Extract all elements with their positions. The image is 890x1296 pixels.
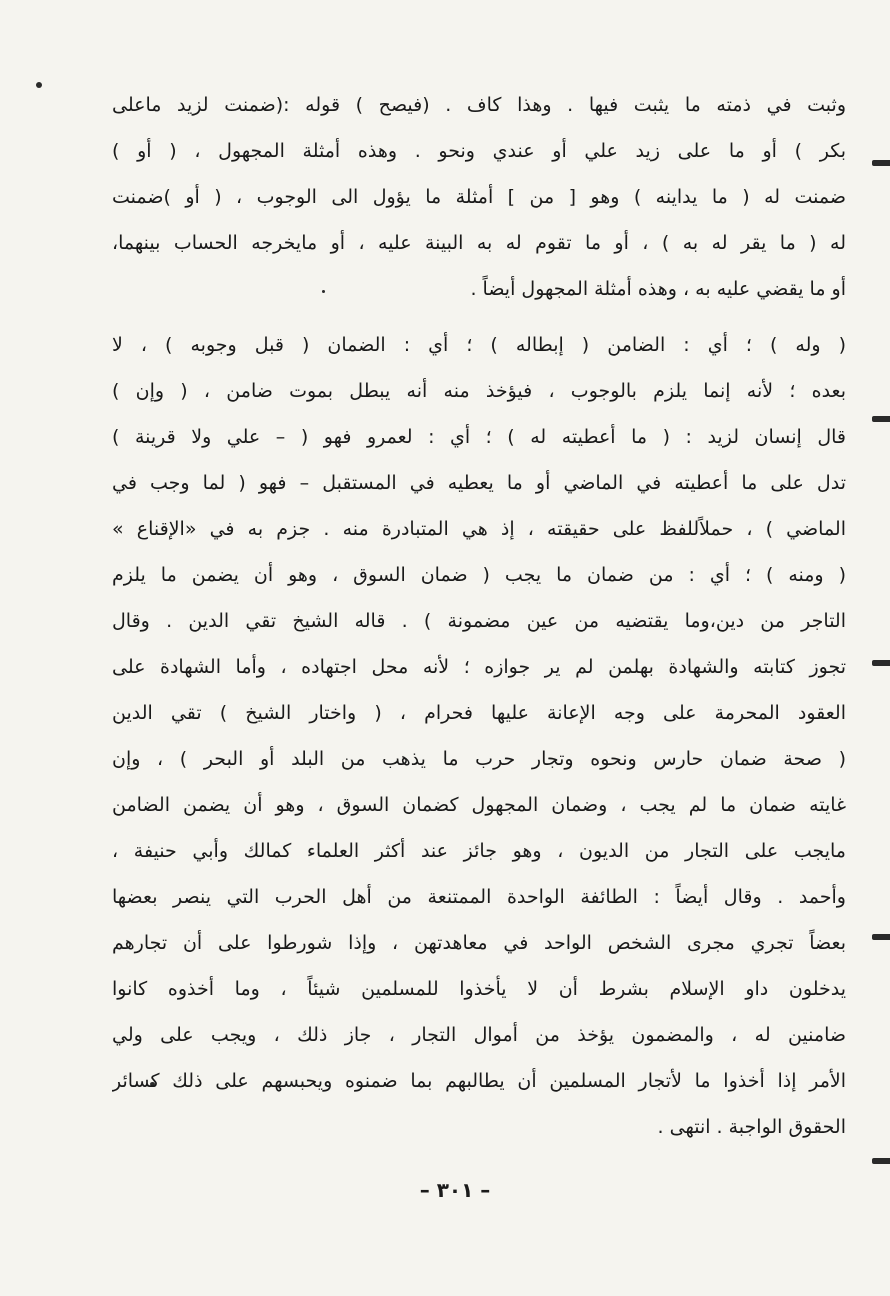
scan-edge-mark [872, 160, 890, 166]
text-line: ضمنت له ( ما يداينه ) وهو [ من ] أمثلة ما يؤول الى الوجوب ، ( أو )ضمنت [112, 186, 846, 208]
text-line: بعده ؛ لأنه إنما يلزم بالوجوب ، فيؤخذ منه أنه يبطل بموت ضامن ، ( وإن ) [112, 380, 846, 402]
text-line: تجوز كتابته والشهادة بهلمن لم ير جوازه ؛ لأنه محل اجتهاده ، وأما الشهادة على [112, 656, 846, 678]
text-line: مايجب على التجار من الديون ، وهو جائز عند أكثر العلماء كمالك وأبي حنيفة ، [112, 840, 846, 862]
text-line: يدخلون داو الإسلام بشرط أن لا يأخذوا للمسلمين شيئاً ، وما أخذوه كانوا [112, 978, 846, 1000]
text-line: الماضي ) ، حملاًللفظ على حقيقته ، إذ هي المتبادرة منه . جزم به في «الإقناع » [112, 518, 846, 540]
text-line: ( وله ) ؛ أي : الضامن ( إبطاله ) ؛ أي : الضمان ( قبل وجوبه ) ، لا [112, 334, 846, 356]
page-number: – ٣٠١ – [419, 1178, 491, 1202]
text-line: ضامنين له ، والمضمون يؤخذ من أموال التجار ، جاز ذلك ، ويجب على ولي [112, 1024, 846, 1046]
paragraph-2 [112, 322, 846, 1150]
paragraph-1 [112, 82, 846, 312]
text-line: له ( ما يقر له به ) ، أو ما تقوم له به البينة عليه ، أو مايخرجه الحساب بينهما، [112, 232, 846, 254]
text-line: العقود المحرمة على وجه الإعانة عليها فحرام ، ( واختار الشيخ ) تقي الدين [112, 702, 846, 724]
text-line: وأحمد . وقال أيضاً : الطائفة الواحدة الممتنعة من أهل الحرب التي ينصر بعضها [112, 886, 846, 908]
text-line: غايته ضمان ما لم يجب ، وضمان المجهول كضمان السوق ، وهو أن يضمن الضامن [112, 794, 846, 816]
scan-edge-mark [872, 934, 890, 940]
text-line: بعضاً تجري مجرى الشخص الواحد في معاهدتهن ، وإذا شورطوا على أن تجارهم [112, 932, 846, 954]
text-line: تدل على ما أعطيته في الماضي أو ما يعطيه في المستقبل – فهو ( لما وجب في [112, 472, 846, 494]
text-line: بكر ) أو ما على زيد علي أو عندي ونحو . وهذه أمثلة المجهول ، ( أو ) [112, 140, 846, 162]
text-line: وثبت في ذمته ما يثبت فيها . وهذا كاف . (فيصح ) قوله :(ضمنت لزيد ماعلى [112, 94, 846, 116]
text-line: ( ومنه ) ؛ أي : من ضمان ما يجب ( ضمان السوق ، وهو أن يضمن ما يلزم [112, 564, 846, 586]
scan-edge-mark [872, 660, 890, 666]
text-line: التاجر من دين،وما يقتضيه من عين مضمونة ) . قاله الشيخ تقي الدين . وقال [112, 610, 846, 632]
text-line: أو ما يقضي عليه به ، وهذه أمثلة المجهول أيضاً . [470, 278, 846, 300]
text-line: قال إنسان لزيد : ( ما أعطيته له ) ؛ أي : لعمرو فهو ( – علي ولا قرينة ) [112, 426, 846, 448]
text-line: ( صحة ضمان حارس ونحوه وتجار حرب ما يذهب من البلد أو البحر ) ، وإن [112, 748, 846, 770]
ink-speck [36, 82, 42, 88]
text-line: الحقوق الواجبة . انتهى . [657, 1116, 846, 1138]
scan-edge-mark [872, 416, 890, 422]
scan-edge-mark [872, 1158, 890, 1164]
text-line: الأمر إذا أخذوا ما لأتجار المسلمين أن يطالبهم بما ضمنوه ويحبسهم على ذلك كسائر [112, 1070, 846, 1092]
